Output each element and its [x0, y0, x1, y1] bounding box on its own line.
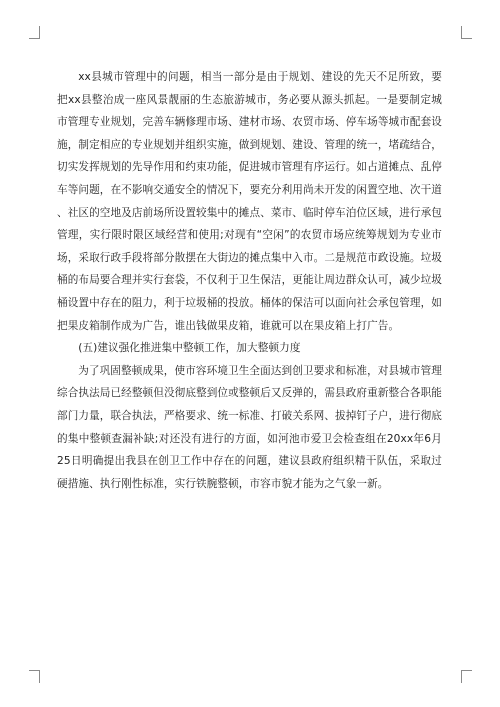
crop-mark-bottom-right	[461, 670, 472, 683]
crop-mark-top-left	[29, 26, 40, 39]
crop-mark-bottom-left	[29, 670, 40, 683]
paragraph-urban-planning: xx县城市管理中的问题，相当一部分是由于规划、建设的先天不足所致，要把xx县整治成一座风景靓丽的生态旅游城市，务必要从源头抓起。一是要制定城市管理专业规划，完善车辆修理市场、建材市场、农贸市场、停车场等城市配套设施，制定相应的专业规划并组织实施，做到规划、建设、管理的统一，堵疏结合，切实发挥规划的先导作用和约束功能，促进城市管理有序运行。如占道摊点、乱停车等问题，在不影响交通安全的情况下，要充分利用尚未开发的闲置空地、次干道、社区的空地及店前场所设置较集中的摊点、菜市、临时停车泊位区域，进行承包管理，实行限时限区域经营和使用;对现有“空闲”的农贸市场应统筹规划为专业市场，采取行政手段将部分散摆在大街边的摊点集中入市。二是规范市政设施。垃圾桶的布局要合理并实行套袋，不仅利于卫生保洁，更能让周边群众认可，减少垃圾桶设置中存在的阻力，利于垃圾桶的投放。桶体的保洁可以面向社会承包管理，如把果皮箱制作成为广告，谁出钱做果皮箱，谁就可以在果皮箱上打广告。	[57, 71, 442, 332]
document-body	[57, 66, 442, 495]
section-heading-consolidation: (五)建议强化推进集中整顿工作，加大整顿力度	[78, 342, 301, 355]
paragraph-consolidation-work: 为了巩固整顿成果，使市容环境卫生全面达到创卫要求和标准，对县城市管理综合执法局已经整顿但没彻底整到位或整顿后又反弹的，需县政府重新整合各职能部门力量，联合执法，严格要求、统一标准、打破关系网、拔掉钉子户，进行彻底的集中整顿查漏补缺;对还没有进行的方面，如河池市爱卫会检查组在20xx年6月25日明确提出我县在创卫工作中存在的问题，建议县政府组织精干队伍，采取过硬措施、执行刚性标准，实行铁腕整顿，市容市貌才能为之气象一新。	[57, 364, 442, 490]
crop-mark-top-right	[461, 26, 472, 39]
